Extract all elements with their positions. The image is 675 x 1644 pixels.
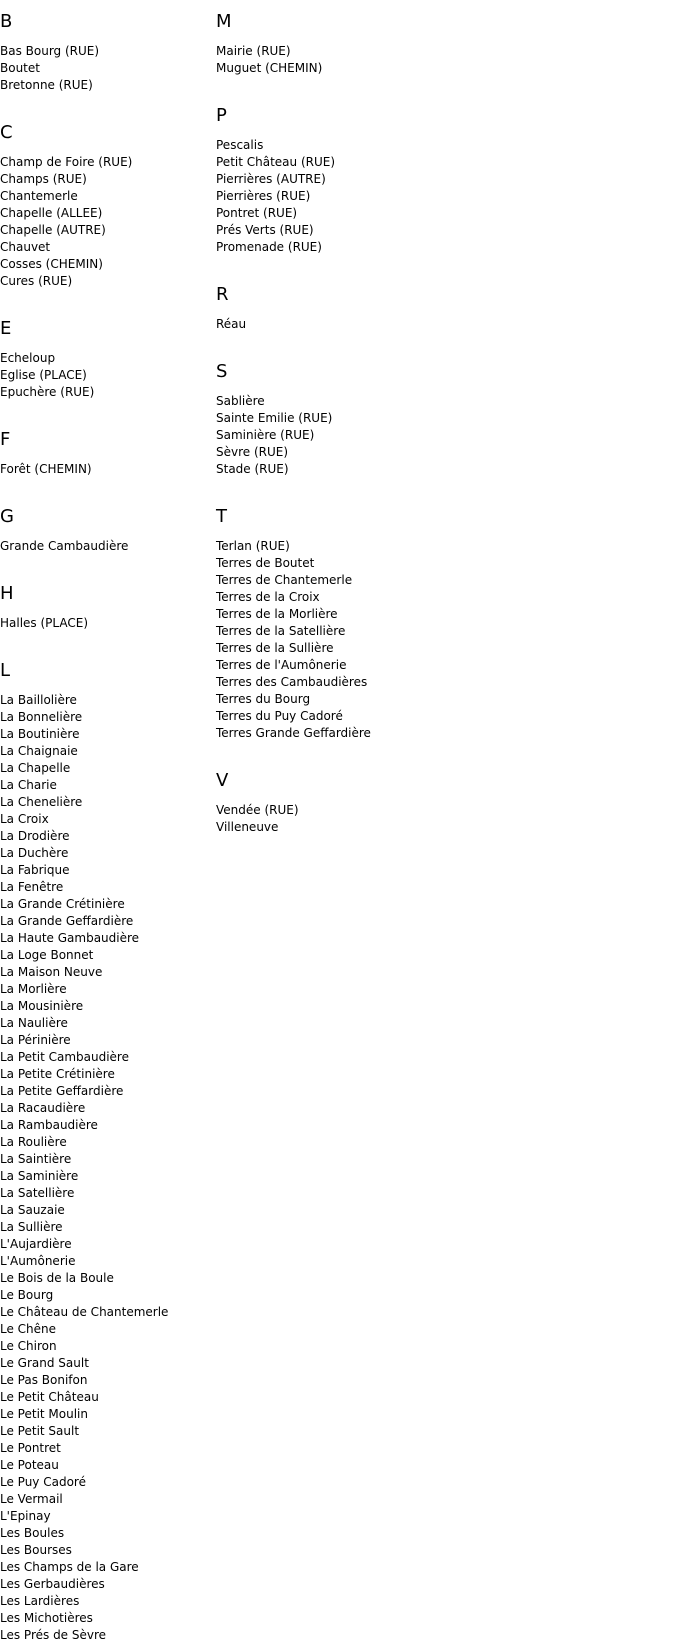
street-link[interactable]: Le Petit Sault <box>0 1424 80 1438</box>
street-link[interactable]: Terres de la Sullière <box>216 641 334 655</box>
street-link[interactable]: La Baillolière <box>0 693 77 707</box>
letter-section <box>216 361 516 495</box>
street-link[interactable]: Terres Grande Geffardière <box>216 726 371 740</box>
street-link[interactable]: Boutet <box>0 61 40 75</box>
letter-heading: P <box>216 105 227 126</box>
street-link[interactable]: Terlan (RUE) <box>216 539 290 553</box>
letter-heading: L <box>0 660 11 681</box>
street-link[interactable]: Terres de la Morlière <box>216 607 338 621</box>
street-link[interactable]: Sèvre (RUE) <box>216 445 289 459</box>
street-list <box>216 43 516 77</box>
street-list <box>216 538 516 742</box>
street-link[interactable]: Promenade (RUE) <box>216 240 322 254</box>
street-link[interactable]: Le Vermail <box>0 1492 63 1506</box>
street-link[interactable]: Saminière (RUE) <box>216 428 315 442</box>
section-spacer <box>0 555 215 572</box>
letter-heading: H <box>0 583 14 604</box>
letter-section <box>216 105 516 273</box>
street-list <box>0 350 215 401</box>
letter-heading: E <box>0 318 12 339</box>
street-link[interactable]: Forêt (CHEMIN) <box>0 462 92 476</box>
street-link[interactable]: La Haute Gambaudière <box>0 931 140 945</box>
letter-heading: R <box>216 284 229 305</box>
street-list <box>216 802 516 836</box>
letter-section <box>0 506 215 572</box>
street-link[interactable]: La Maison Neuve <box>0 965 103 979</box>
street-link[interactable]: Pierrières (RUE) <box>216 189 311 203</box>
street-link[interactable]: Le Grand Sault <box>0 1356 89 1370</box>
street-link[interactable]: La Satellière <box>0 1186 75 1200</box>
street-link[interactable]: La Morlière <box>0 982 67 996</box>
section-spacer <box>0 632 215 649</box>
street-index-right-column <box>216 0 516 836</box>
street-link[interactable]: Pierrières (AUTRE) <box>216 172 326 186</box>
street-list <box>216 393 516 478</box>
street-link[interactable]: La Chapelle <box>0 761 71 775</box>
street-link[interactable]: Terres des Cambaudières <box>216 675 368 689</box>
section-spacer <box>216 256 516 273</box>
street-link[interactable]: La Mousinière <box>0 999 84 1013</box>
street-link[interactable]: La Drodière <box>0 829 70 843</box>
letter-section <box>0 583 215 649</box>
street-link[interactable]: La Saintière <box>0 1152 72 1166</box>
street-link[interactable]: Champs (RUE) <box>0 172 87 186</box>
street-link[interactable]: La Grande Crétinière <box>0 897 125 911</box>
street-link[interactable]: La Charie <box>0 778 57 792</box>
letter-section <box>216 770 516 836</box>
street-link[interactable]: Les Champs de la Gare <box>0 1560 139 1574</box>
street-link[interactable]: La Naulière <box>0 1016 68 1030</box>
street-link[interactable]: Stade (RUE) <box>216 462 289 476</box>
street-link[interactable]: Vendée (RUE) <box>216 803 299 817</box>
letter-section <box>0 318 215 418</box>
section-spacer <box>0 290 215 307</box>
street-link[interactable]: Champ de Foire (RUE) <box>0 155 133 169</box>
street-link[interactable]: Les Gerbaudières <box>0 1577 105 1591</box>
street-link[interactable]: Les Bourses <box>0 1543 72 1557</box>
street-link[interactable]: Le Chêne <box>0 1322 57 1336</box>
section-spacer <box>0 401 215 418</box>
street-link[interactable]: Sablière <box>216 394 265 408</box>
street-link[interactable]: Le Bourg <box>0 1288 54 1302</box>
street-list <box>0 692 215 1644</box>
street-link[interactable]: La Sauzaie <box>0 1203 65 1217</box>
street-link[interactable]: Grande Cambaudière <box>0 539 129 553</box>
street-link[interactable]: Mairie (RUE) <box>216 44 291 58</box>
street-link[interactable]: Halles (PLACE) <box>0 616 89 630</box>
street-link[interactable]: L'Epinay <box>0 1509 51 1523</box>
street-list <box>0 615 215 632</box>
street-link[interactable]: Les Prés de Sèvre <box>0 1628 107 1642</box>
street-link[interactable]: Chapelle (AUTRE) <box>0 223 106 237</box>
street-link[interactable]: Terres de Boutet <box>216 556 315 570</box>
street-list <box>0 538 215 555</box>
letter-heading: T <box>216 506 227 527</box>
street-link[interactable]: Le Chiron <box>0 1339 57 1353</box>
street-link[interactable]: Cosses (CHEMIN) <box>0 257 103 271</box>
letter-heading: G <box>0 506 14 527</box>
letter-heading: C <box>0 122 13 143</box>
street-link[interactable]: La Chaignaie <box>0 744 78 758</box>
letter-heading: V <box>216 770 229 791</box>
street-link[interactable]: La Racaudière <box>0 1101 86 1115</box>
street-list <box>0 154 215 290</box>
street-link[interactable]: Le Bois de la Boule <box>0 1271 114 1285</box>
street-link[interactable]: Pescalis <box>216 138 264 152</box>
street-index-left-column <box>0 0 215 1644</box>
street-list <box>0 461 215 478</box>
letter-heading: B <box>0 11 13 32</box>
street-link[interactable]: La Rambaudière <box>0 1118 98 1132</box>
street-link[interactable]: La Chenelière <box>0 795 83 809</box>
street-link[interactable]: La Boutinière <box>0 727 80 741</box>
street-list <box>216 316 516 333</box>
street-link[interactable]: La Croix <box>0 812 49 826</box>
street-link[interactable]: Terres de la Croix <box>216 590 320 604</box>
street-link[interactable]: L'Aujardière <box>0 1237 72 1251</box>
letter-section <box>216 506 516 759</box>
street-link[interactable]: Terres de la Satellière <box>216 624 346 638</box>
street-link[interactable]: Terres du Puy Cadoré <box>216 709 343 723</box>
street-link[interactable]: Terres de Chantemerle <box>216 573 353 587</box>
street-link[interactable]: Le Petit Moulin <box>0 1407 88 1421</box>
letter-heading: F <box>0 429 11 450</box>
street-link[interactable]: La Petite Crétinière <box>0 1067 115 1081</box>
street-link[interactable]: Le Château de Chantemerle <box>0 1305 169 1319</box>
section-spacer <box>0 478 215 495</box>
street-link[interactable]: Chantemerle <box>0 189 78 203</box>
street-link[interactable]: Petit Château (RUE) <box>216 155 336 169</box>
street-link[interactable]: La Roulière <box>0 1135 67 1149</box>
street-link[interactable]: Epuchère (RUE) <box>0 385 95 399</box>
letter-section <box>0 11 215 111</box>
street-link[interactable]: Prés Verts (RUE) <box>216 223 314 237</box>
section-spacer <box>216 77 516 94</box>
street-link[interactable]: Le Puy Cadoré <box>0 1475 86 1489</box>
street-link[interactable]: Echeloup <box>0 351 56 365</box>
street-link[interactable]: Les Boules <box>0 1526 65 1540</box>
street-link[interactable]: La Loge Bonnet <box>0 948 94 962</box>
street-link[interactable]: Terres de l'Aumônerie <box>216 658 347 672</box>
letter-heading: S <box>216 361 228 382</box>
section-spacer <box>216 478 516 495</box>
street-link[interactable]: Réau <box>216 317 247 331</box>
section-spacer <box>0 94 215 111</box>
street-link[interactable]: Villeneuve <box>216 820 279 834</box>
street-link[interactable]: La Fabrique <box>0 863 70 877</box>
letter-section <box>216 284 516 350</box>
street-link[interactable]: Le Pontret <box>0 1441 61 1455</box>
street-link[interactable]: Les Michotières <box>0 1611 93 1625</box>
letter-section <box>0 429 215 495</box>
street-link[interactable]: Le Poteau <box>0 1458 59 1472</box>
street-link[interactable]: Le Pas Bonifon <box>0 1373 88 1387</box>
street-link[interactable]: La Petite Geffardière <box>0 1084 124 1098</box>
street-link[interactable]: Eglise (PLACE) <box>0 368 87 382</box>
street-link[interactable]: La Fenêtre <box>0 880 64 894</box>
street-link[interactable]: Terres du Bourg <box>216 692 311 706</box>
street-link[interactable]: Bretonne (RUE) <box>0 78 93 92</box>
letter-section <box>0 660 215 1644</box>
street-link[interactable]: La Bonnelière <box>0 710 83 724</box>
letter-section <box>0 122 215 307</box>
letter-section <box>216 11 516 94</box>
street-link[interactable]: Les Lardières <box>0 1594 80 1608</box>
street-link[interactable]: La Duchère <box>0 846 69 860</box>
street-link[interactable]: Chauvet <box>0 240 51 254</box>
street-link[interactable]: La Sullière <box>0 1220 63 1234</box>
street-link[interactable]: La Périnière <box>0 1033 71 1047</box>
street-list <box>0 43 215 94</box>
street-link[interactable]: La Saminière <box>0 1169 79 1183</box>
section-spacer <box>216 333 516 350</box>
section-spacer <box>216 742 516 759</box>
street-link[interactable]: Le Petit Château <box>0 1390 99 1404</box>
letter-heading: M <box>216 11 232 32</box>
street-link[interactable]: L'Aumônerie <box>0 1254 76 1268</box>
street-list <box>216 137 516 256</box>
street-link[interactable]: Pontret (RUE) <box>216 206 298 220</box>
street-link[interactable]: Bas Bourg (RUE) <box>0 44 100 58</box>
street-link[interactable]: Cures (RUE) <box>0 274 73 288</box>
street-link[interactable]: La Grande Geffardière <box>0 914 134 928</box>
street-link[interactable]: La Petit Cambaudière <box>0 1050 129 1064</box>
street-link[interactable]: Sainte Emilie (RUE) <box>216 411 333 425</box>
street-link[interactable]: Muguet (CHEMIN) <box>216 61 323 75</box>
street-link[interactable]: Chapelle (ALLEE) <box>0 206 103 220</box>
